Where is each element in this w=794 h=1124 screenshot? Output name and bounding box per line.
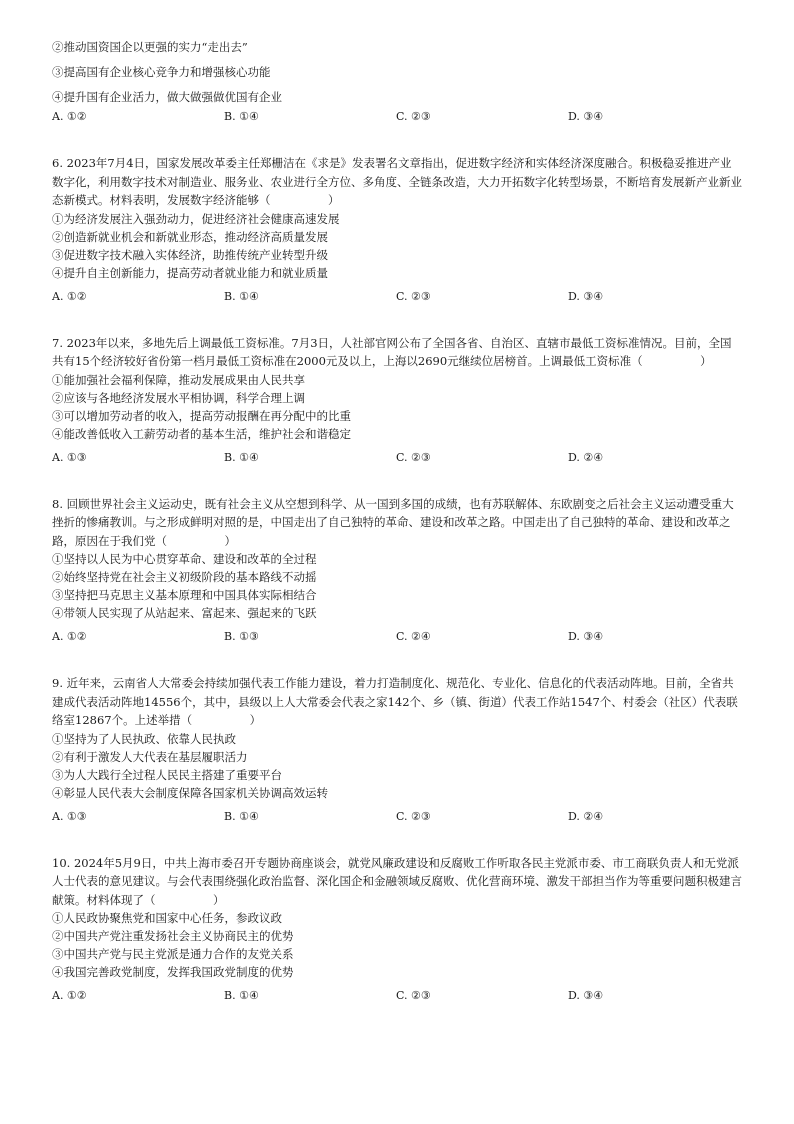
q7-statement-1: ①能加强社会福利保障，推动发展成果由人民共享 bbox=[52, 372, 305, 387]
question-8 bbox=[52, 495, 742, 647]
q6-stem: 6. 2023年7月4日，国家发展改革委主任郑栅洁在《求是》发表署名文章指出，促进数字经济和实体经济深度融合。积极稳妥推进产业数字化，利用数字技术对制造业、服务业、农业进行全方位、多角度、全链条改造，大力开拓数字化转型场景，不断培育发展新产业新业态新模式。材料表明，发展数字经济能够（ ） bbox=[52, 156, 742, 207]
q7-statement-4: ④能改善低收入工薪劳动者的基本生活，维护社会和谐稳定 bbox=[52, 426, 351, 441]
q9-stem: 9. 近年来，云南省人大常委会持续加强代表工作能力建设，着力打造制度化、规范化、专业化、信息化的代表活动阵地。目前，全省共建成代表活动阵地14556个，其中，县级以上人大常委会代表之家142个、乡（镇、街道）代表工作站1547个、村委会（社区）代表联络室12867个。上述举措（ ） bbox=[52, 676, 738, 727]
q8-option-c[interactable]: C. ②④ bbox=[396, 630, 431, 643]
q10-option-b[interactable]: B. ①④ bbox=[224, 989, 259, 1002]
q7-stem: 7. 2023年以来，多地先后上调最低工资标准。7月3日，人社部官网公布了全国各省、自治区、直辖市最低工资标准情况。目前，全国共有15个经济较好省份第一档月最低工资标准在2000元及以上，上海以2690元继续位居榜首。上调最低工资标准（ ） bbox=[52, 335, 732, 368]
q10-statement-2: ②中国共产党注重发扬社会主义协商民主的优势 bbox=[52, 929, 294, 943]
q9-option-c[interactable]: C. ②③ bbox=[396, 809, 431, 823]
q6-option-d[interactable]: D. ③④ bbox=[568, 289, 604, 303]
q7-statement-3: ③可以增加劳动者的收入，提高劳动报酬在再分配中的比重 bbox=[52, 408, 351, 423]
q9-statement-3: ③为人大践行全过程人民民主搭建了重要平台 bbox=[52, 767, 282, 782]
q7-statement-2: ②应该与各地经济发展水平相协调，科学合理上调 bbox=[52, 390, 305, 405]
q10-statement-1: ①人民政协聚焦党和国家中心任务，参政议政 bbox=[52, 911, 282, 925]
q9-options bbox=[52, 808, 742, 826]
q5-option-d[interactable]: D. ③④ bbox=[568, 110, 604, 123]
q10-stem: 10. 2024年5月9日，中共上海市委召开专题协商座谈会，就党风廉政建设和反腐败工作听取各民主党派市委、市工商联负责人和无党派人士代表的意见建议。与会代表围绕强化政治监督、深化国企和金融领域反腐败、优化营商环境、激发干部担当作为等重要问题积极建言献策。材料体现了（ ） bbox=[52, 855, 742, 907]
q6-statement-3: ③促进数字技术融入实体经济，助推传统产业转型升级 bbox=[52, 247, 328, 262]
q5-option-a[interactable]: A. ①② bbox=[52, 110, 87, 123]
q9-option-a[interactable]: A. ①③ bbox=[52, 809, 87, 823]
q6-statement-1: ①为经济发展注入强劲动力，促进经济社会健康高速发展 bbox=[52, 211, 340, 226]
q5-option-b[interactable]: B. ①④ bbox=[224, 110, 259, 123]
q10-statement-4: ④我国完善政党制度，发挥我国政党制度的优势 bbox=[52, 965, 294, 979]
q10-option-d[interactable]: D. ③④ bbox=[568, 989, 604, 1002]
q6-option-c[interactable]: C. ②③ bbox=[396, 289, 431, 303]
q6-option-b[interactable]: B. ①④ bbox=[224, 289, 259, 303]
question-6 bbox=[52, 154, 742, 306]
q6-statement-2: ②创造新就业机会和新就业形态，推动经济高质量发展 bbox=[52, 229, 328, 244]
q9-option-b[interactable]: B. ①④ bbox=[224, 809, 259, 823]
q8-stem: 8. 回顾世界社会主义运动史，既有社会主义从空想到科学、从一国到多国的成绩，也有苏联解体、东欧剧变之后社会主义运动遭受重大挫折的惨痛教训。与之形成鲜明对照的是，中国走出了自己独特的革命、建设和改革之路。中国走出了自己独特的革命、建设和改革之路，原因在于我们党（ ） bbox=[52, 496, 734, 548]
question-7 bbox=[52, 334, 742, 467]
q6-options bbox=[52, 288, 742, 306]
q5-statement-4: ④提升国有企业活力，做大做强做优国有企业 bbox=[52, 90, 282, 104]
q8-statement-2: ②始终坚持党在社会主义初级阶段的基本路线不动摇 bbox=[52, 570, 317, 584]
q10-options bbox=[52, 987, 742, 1005]
q7-options bbox=[52, 449, 742, 467]
q5-option-c[interactable]: C. ②③ bbox=[396, 110, 431, 123]
q5-statement-2: ②推动国资国企以更强的实力“走出去” bbox=[52, 40, 248, 54]
q8-option-d[interactable]: D. ③④ bbox=[568, 630, 604, 643]
q9-statement-4: ④彰显人民代表大会制度保障各国家机关协调高效运转 bbox=[52, 785, 328, 800]
q10-option-c[interactable]: C. ②③ bbox=[396, 989, 431, 1002]
q5-options bbox=[52, 108, 742, 126]
q9-statement-2: ②有利于激发人大代表在基层履职活力 bbox=[52, 749, 248, 764]
q8-statement-3: ③坚持把马克思主义基本原理和中国具体实际相结合 bbox=[52, 588, 317, 602]
q8-option-b[interactable]: B. ①③ bbox=[224, 630, 259, 643]
question-10 bbox=[52, 854, 742, 1006]
q8-options bbox=[52, 628, 742, 646]
q7-option-b[interactable]: B. ①④ bbox=[224, 450, 259, 464]
q7-option-c[interactable]: C. ②③ bbox=[396, 450, 431, 464]
q8-option-a[interactable]: A. ①② bbox=[52, 630, 87, 643]
q5-statement-3: ③提高国有企业核心竞争力和增强核心功能 bbox=[52, 65, 271, 79]
q8-statement-1: ①坚持以人民为中心贯穿革命、建设和改革的全过程 bbox=[52, 552, 317, 566]
q6-option-a[interactable]: A. ①② bbox=[52, 289, 87, 303]
q6-statement-4: ④提升自主创新能力，提高劳动者就业能力和就业质量 bbox=[52, 265, 328, 280]
q9-statement-1: ①坚持为了人民执政、依靠人民执政 bbox=[52, 731, 236, 746]
q10-option-a[interactable]: A. ①② bbox=[52, 989, 87, 1002]
question-9 bbox=[52, 674, 742, 826]
q7-option-a[interactable]: A. ①③ bbox=[52, 450, 87, 464]
q8-statement-4: ④带领人民实现了从站起来、富起来、强起来的飞跃 bbox=[52, 606, 317, 620]
q9-option-d[interactable]: D. ②④ bbox=[568, 809, 604, 823]
q10-statement-3: ③中国共产党与民主党派是通力合作的友党关系 bbox=[52, 947, 294, 961]
q7-option-d[interactable]: D. ②④ bbox=[568, 450, 604, 464]
exam-page bbox=[52, 38, 742, 1005]
question-5-tail bbox=[52, 38, 742, 126]
